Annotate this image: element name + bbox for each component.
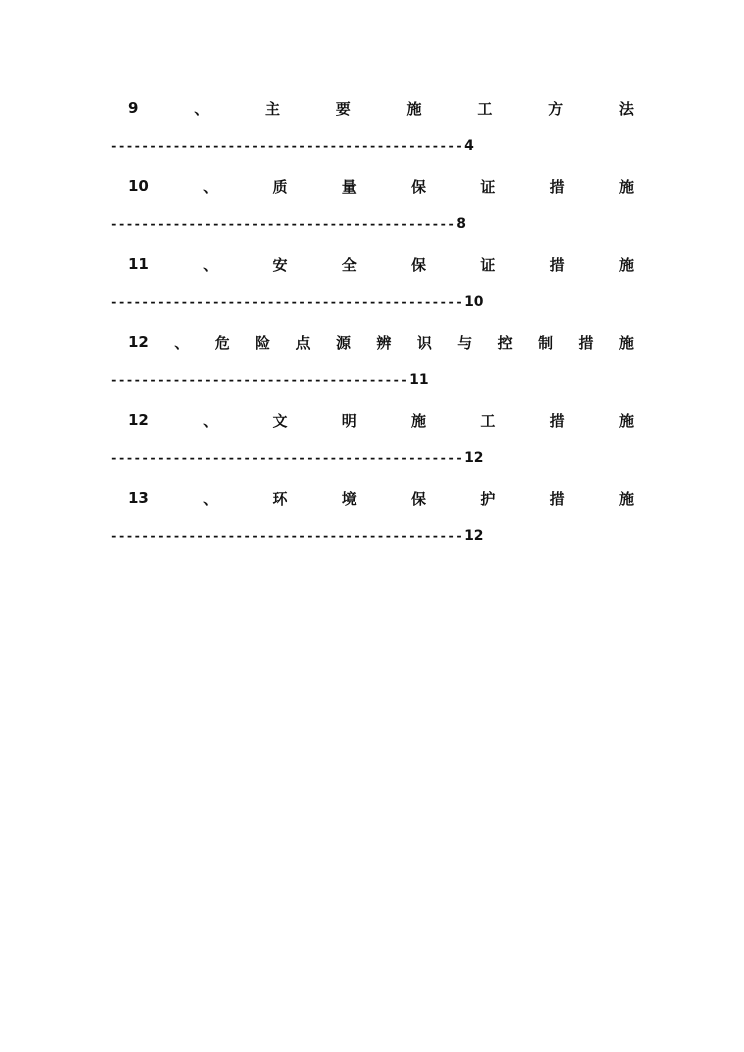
title-char: 危 (214, 333, 230, 352)
title-char: 要 (335, 99, 351, 118)
toc-number: 10 (128, 177, 149, 195)
leader-dashes: --------------------------------------------- (110, 528, 464, 543)
title-char: 施 (618, 255, 634, 274)
toc-leader (110, 214, 466, 234)
toc-leader (110, 292, 484, 312)
toc-page-number: 8 (456, 216, 466, 232)
title-char: 法 (618, 99, 634, 118)
title-char: 、 (203, 489, 219, 508)
toc-leader (110, 136, 474, 156)
title-char: 证 (480, 177, 496, 196)
toc-title (128, 410, 634, 430)
title-char: 文 (272, 411, 288, 430)
title-char: 方 (548, 99, 564, 118)
toc-leader (110, 448, 484, 468)
title-char: 质 (272, 177, 288, 196)
title-char: 措 (549, 489, 565, 508)
title-char: 、 (203, 255, 219, 274)
title-char: 、 (203, 411, 219, 430)
title-char: 护 (480, 489, 496, 508)
toc-title (128, 254, 634, 274)
title-char: 保 (411, 177, 427, 196)
title-char: 境 (341, 489, 357, 508)
toc-page-number: 12 (464, 528, 484, 544)
title-char: 、 (174, 333, 190, 352)
toc-page-number: 12 (464, 450, 484, 466)
leader-dashes: -------------------------------------------- (110, 216, 456, 231)
leader-dashes: --------------------------------------------- (110, 294, 464, 309)
toc-page-number: 11 (409, 372, 429, 388)
title-char: 源 (335, 333, 351, 352)
title-char: 、 (203, 177, 219, 196)
toc-number: 11 (128, 255, 149, 273)
title-char: 措 (549, 255, 565, 274)
toc-leader (110, 526, 484, 546)
toc-title (128, 488, 634, 508)
toc-number: 9 (128, 99, 139, 117)
title-char: 工 (477, 99, 493, 118)
leader-dashes: --------------------------------------------- (110, 450, 464, 465)
title-char: 证 (480, 255, 496, 274)
title-char: 保 (411, 489, 427, 508)
title-char: 制 (538, 333, 554, 352)
title-char: 保 (411, 255, 427, 274)
title-char: 安 (272, 255, 288, 274)
title-char: 施 (618, 333, 634, 352)
title-char: 措 (549, 411, 565, 430)
toc-number: 12 (128, 411, 149, 429)
title-char: 主 (264, 99, 280, 118)
toc-page-number: 4 (464, 138, 474, 154)
leader-dashes: -------------------------------------- (110, 372, 409, 387)
title-char: 点 (295, 333, 311, 352)
title-char: 施 (411, 411, 427, 430)
title-char: 施 (618, 177, 634, 196)
toc-number: 12 (128, 333, 149, 351)
toc-title (128, 332, 634, 352)
title-char: 量 (341, 177, 357, 196)
toc-page-number: 10 (464, 294, 484, 310)
leader-dashes: --------------------------------------------- (110, 138, 464, 153)
title-char: 与 (457, 333, 473, 352)
title-char: 全 (341, 255, 357, 274)
title-char: 控 (497, 333, 513, 352)
title-char: 辨 (376, 333, 392, 352)
title-char: 施 (618, 489, 634, 508)
title-char: 措 (578, 333, 594, 352)
toc-title (128, 176, 634, 196)
title-char: 环 (272, 489, 288, 508)
title-char: 施 (618, 411, 634, 430)
toc-leader (110, 370, 429, 390)
title-char: 识 (416, 333, 432, 352)
title-char: 、 (194, 99, 210, 118)
title-char: 险 (255, 333, 271, 352)
title-char: 措 (549, 177, 565, 196)
toc-number: 13 (128, 489, 149, 507)
title-char: 工 (480, 411, 496, 430)
title-char: 明 (341, 411, 357, 430)
toc-title (128, 98, 634, 118)
title-char: 施 (406, 99, 422, 118)
